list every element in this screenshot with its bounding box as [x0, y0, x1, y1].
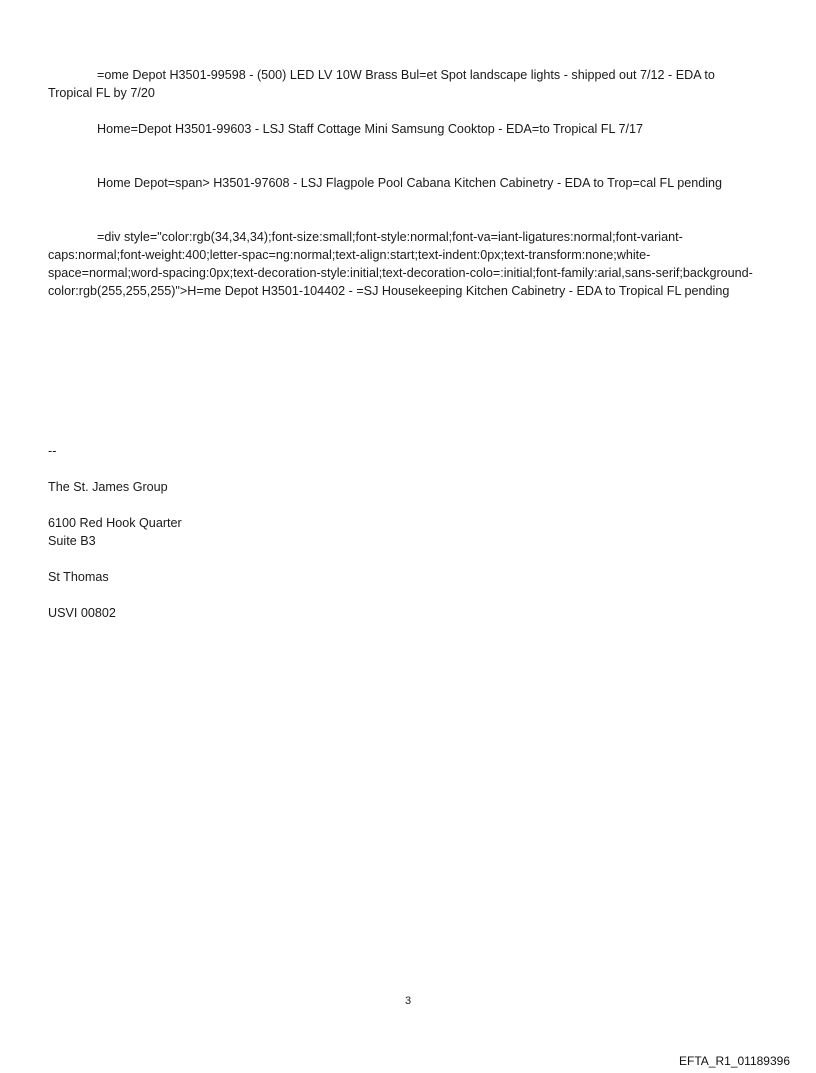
page-number: 3	[404, 995, 412, 1007]
bates-number: EFTA_R1_01189396	[679, 1054, 790, 1068]
address-region-zip: USVI 00802	[48, 606, 116, 620]
paragraph-led-lights: =ome Depot H3501-99598 - (500) LED LV 10W Brass Bul=et Spot landscape lights - shipped out 7/12 - EDA to Tropical FL by 7/20	[48, 68, 715, 100]
address-line-2: Suite B3	[48, 534, 96, 548]
paragraph-housekeeping: =div style="color:rgb(34,34,34);font-size:small;font-style:normal;font-va=iant-ligatures:normal;font-variant-caps:normal;font-weight:400;letter-spac=ng:normal;text-align:start;text-indent:0px;text-transform:none;white-space=normal;word-spacing:0px;text-decoration-style:initial;text-decoration-colo=:initial;font-family:arial,sans-serif;background-color:rgb(255,255,255)">H=me Depot H3501-104402 - =SJ Housekeeping Kitchen Cabinetry - EDA to Tropical FL pending	[48, 230, 753, 298]
paragraph-pool-cabana: Home Depot=span> H3501-97608 - LSJ Flagpole Pool Cabana Kitchen Cabinetry - EDA to Trop=cal FL pending	[97, 176, 723, 190]
address-line-1: 6100 Red Hook Quarter	[48, 516, 182, 530]
paragraph-cooktop: Home=Depot H3501-99603 - LSJ Staff Cottage Mini Samsung Cooktop - EDA=to Tropical FL 7/17	[97, 122, 644, 136]
company-name: The St. James Group	[48, 480, 168, 494]
address-city: St Thomas	[48, 570, 109, 584]
signature-separator: --	[48, 444, 57, 458]
